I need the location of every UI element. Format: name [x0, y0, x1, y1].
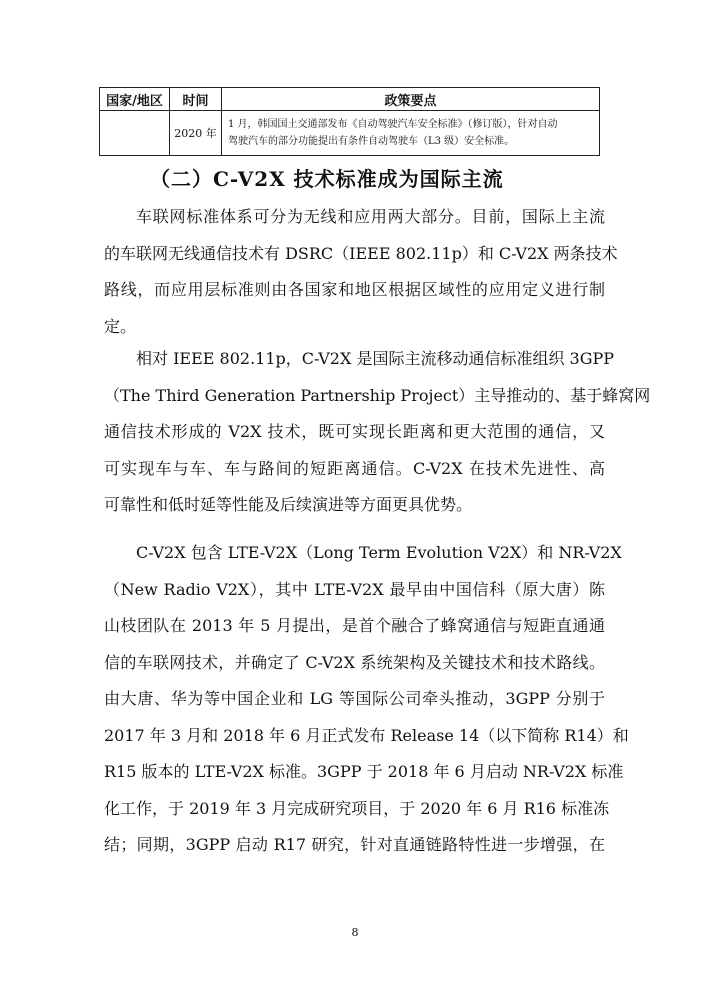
paragraph-line: 定。	[104, 316, 137, 336]
paragraph-line: 的车联网无线通信技术有 DSRC（IEEE 802.11p）和 C-V2X 两条技术	[104, 243, 618, 263]
header-time: 时间	[170, 88, 222, 111]
paragraph-line: 化工作，于 2019 年 3 月完成研究项目，于 2020 年 6 月 R16 标准冻	[104, 798, 610, 818]
table-row	[100, 111, 600, 156]
paragraph-line: 相对 IEEE 802.11p，C-V2X 是国际主流移动通信标准组织 3GPP	[136, 349, 615, 368]
table-header-row	[100, 88, 600, 111]
paragraph-line: 信的车联网技术，并确定了 C-V2X 系统架构及关键技术和技术路线。	[104, 652, 605, 672]
page-number: 8	[351, 926, 359, 939]
paragraph-line: 可实现车与车、车与路间的短距离通信。C-V2X 在技术先进性、高	[104, 458, 605, 478]
paragraph-line: （New Radio V2X），其中 LTE-V2X 最早由中国信科（原大唐）陈	[104, 579, 605, 599]
paragraph-line: 通信技术形成的 V2X 技术，既可实现长距离和更大范围的通信，又	[104, 422, 605, 441]
time-cell: 2020 年	[170, 111, 222, 156]
policy-points-line: 驾驶汽车的部分功能提出有条件自动驾驶车（L3 级）安全标准。	[228, 136, 515, 147]
paragraph-line: 可靠性和低时延等性能及后续演进等方面更具优势。	[104, 495, 473, 514]
paragraph-line: R15 版本的 LTE-V2X 标准。3GPP 于 2018 年 6 月启动 NR-V2X 标准	[104, 762, 624, 781]
policy-table	[99, 87, 600, 156]
paragraph-line: 山枝团队在 2013 年 5 月提出，是首个融合了蜂窝通信与短距直通通	[104, 616, 605, 635]
paragraph-line: 由大唐、华为等中国企业和 LG 等国际公司牵头推动，3GPP 分别于	[104, 689, 605, 708]
section-heading: （二）C-V2X 技术标准成为国际主流	[150, 167, 504, 191]
paragraph-line: （The Third Generation Partnership Project）主导推动的、基于蜂窝网	[104, 385, 651, 405]
header-policy-points: 政策要点	[222, 88, 600, 111]
paragraph-line: 2017 年 3 月和 2018 年 6 月正式发布 Release 14（以下简称 R14）和	[104, 725, 629, 745]
paragraph-line: 车联网标准体系可分为无线和应用两大部分。目前，国际上主流	[136, 207, 605, 226]
policy-points-cell	[222, 111, 600, 156]
paragraph-line: 结；同期，3GPP 启动 R17 研究，针对直通链路特性进一步增强，在	[104, 835, 605, 854]
paragraph-line: C-V2X 包含 LTE-V2X（Long Term Evolution V2X）和 NR-V2X	[136, 543, 622, 562]
paragraph-3	[104, 535, 629, 864]
header-region: 国家/地区	[100, 88, 170, 111]
region-cell	[100, 111, 170, 156]
paragraph-line: 路线，而应用层标准则由各国家和地区根据区域性的应用定义进行制	[104, 280, 605, 299]
policy-points-line: 1 月，韩国国土交通部发布《自动驾驶汽车安全标准》（修订版），针对自动	[228, 119, 558, 130]
paragraph-1	[104, 199, 618, 345]
paragraph-2	[104, 341, 651, 524]
